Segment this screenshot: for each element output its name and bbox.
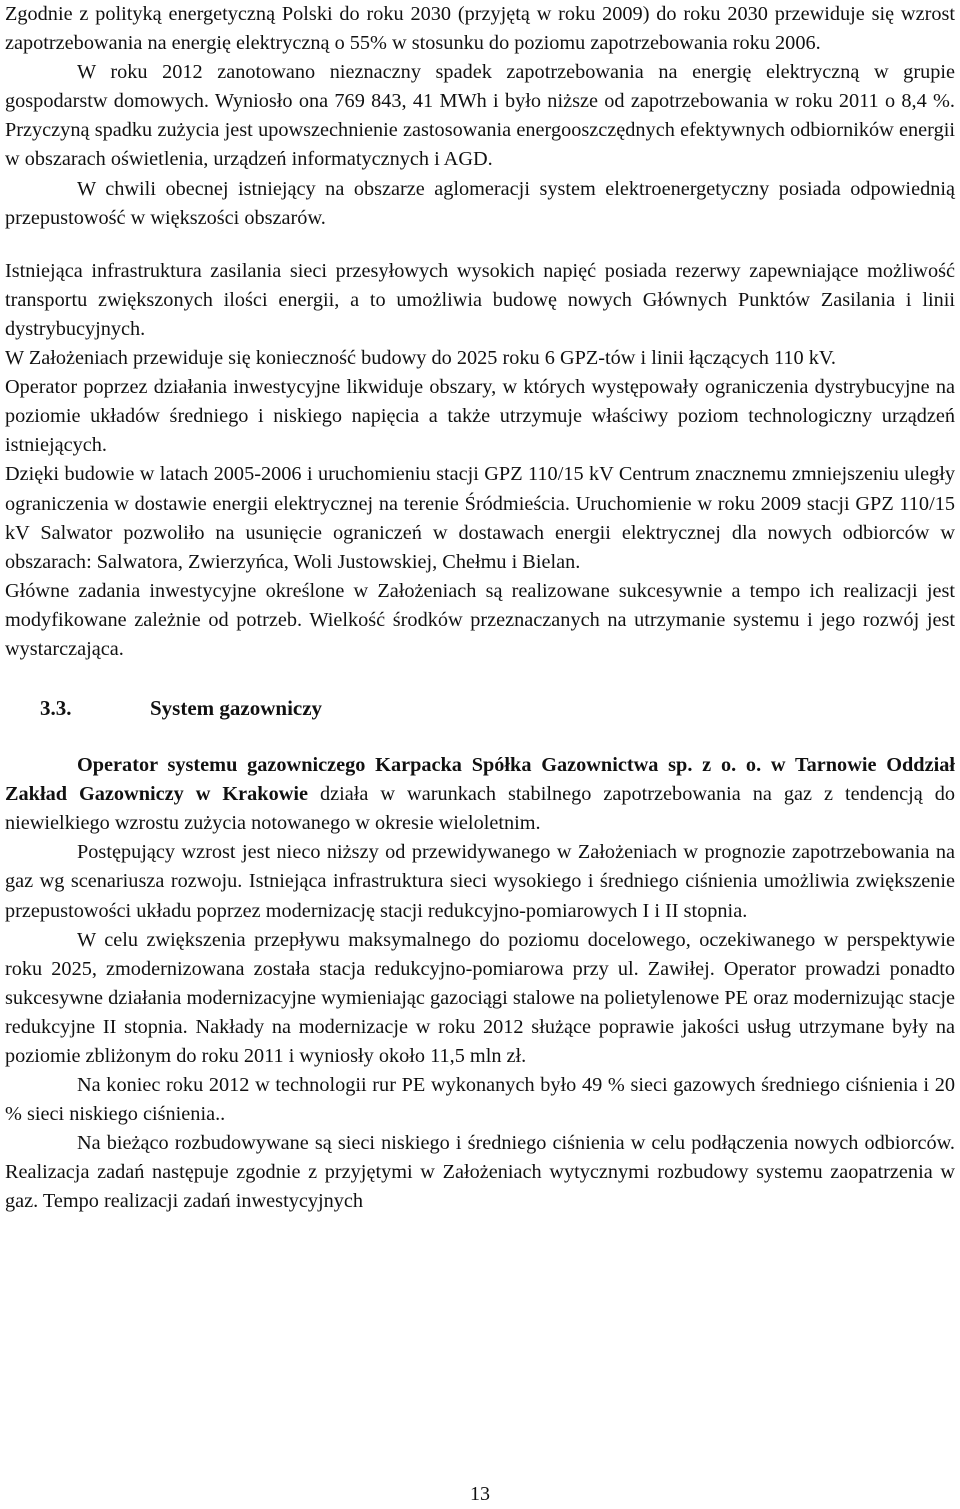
- paragraph-gas-operator: [5, 751, 955, 838]
- paragraph-operator-investments: Operator poprzez działania inwestycyjne likwiduje obszary, w których występowały ograniczenia dystrybucyjne na poziomie układów średniego i niskiego napięcia a także utrzymuje właściwy poziom technologiczny urządzeń istniejących.: [5, 376, 955, 457]
- page-number: 13: [470, 1483, 490, 1505]
- paragraph-demand-growth: Postępujący wzrost jest nieco niższy od przewidywanego w Założeniach w prognozie zapotrzebowania na gaz wg scenariusza rozwoju. Istniejąca infrastruktura sieci wysokiego i średniego ciśnienia umożliwia zwiększenie przepustowości układu poprzez modernizację stacji redukcyjno-pomiarowych I i II stopnia.: [5, 841, 955, 922]
- paragraph-gpz-plan: W Założeniach przewiduje się konieczność budowy do 2025 roku 6 GPZ-tów i linii łączących 110 kV.: [5, 347, 836, 370]
- paragraph-pe-pipes: Na koniec roku 2012 w technologii rur PE wykonanych było 49 % sieci gazowych średniego ciśnienia i 20 % sieci niskiego ciśnienia..: [5, 1074, 955, 1126]
- gas-operator-name: Operator systemu gazowniczego Karpacka Spółka Gazownictwa sp. z o. o. w Tarnowie Oddział Zakład Gazowniczy w Krakowie: [5, 754, 955, 806]
- paragraph-gpz-stations: Dzięki budowie w latach 2005-2006 i uruchomieniu stacji GPZ 110/15 kV Centrum znacznemu zmniejszeniu uległy ograniczenia w dostawie energii elektrycznej na terenie Śródmieścia. Uruchomienie w roku 2009 stacji GPZ 110/15 kV Salwator pozwoliło na usunięcie ograniczeń w dostawach energii elektrycznej dla nowych odbiorców w obszarach: Salwatora, Zwierzyńca, Woli Justowskiej, Chełmu i Bielan.: [5, 463, 955, 573]
- section-title: System gazowniczy: [150, 696, 323, 721]
- paragraph-modernization: W celu zwiększenia przepływu maksymalnego do poziomu docelowego, oczekiwanego w perspektywie roku 2025, zmodernizowana została stacja redukcyjno-pomiarowa przy ul. Zawiłej. Operator prowadzi ponadto sukcesywne działania modernizacyjne wymieniając gazociągi stalowe na polietylenowe PE oraz modernizując stacje redukcyjne II stopnia. Nakłady na modernizacje w roku 2012 służące poprawie jakości usług utrzymane były na poziomie zbliżonym do roku 2011 i wyniosły około 11,5 mln zł.: [5, 928, 955, 1067]
- paragraph-investment-tasks: Główne zadania inwestycyjne określone w Założeniach są realizowane sukcesywnie a tempo ich realizacji jest modyfikowane zależnie od potrzeb. Wielkość środków przeznaczanych na utrzymanie systemu i jego rozwój jest wystarczająca.: [5, 579, 955, 660]
- paragraph-system-capacity: W chwili obecnej istniejący na obszarze aglomeracji system elektroenergetyczny posiada odpowiednią przepustowość w większości obszarów.: [5, 177, 955, 229]
- section-heading: [5, 694, 955, 723]
- paragraph-network-expansion: Na bieżąco rozbudowywane są sieci niskiego i średniego ciśnienia w celu podłączenia nowych odbiorców. Realizacja zadań następuje zgodnie z przyjętymi w Założeniach wytycznymi rozbudowy systemu zaopatrzenia w gaz. Tempo realizacji zadań inwestycyjnych: [5, 1132, 955, 1213]
- paragraph-infrastructure-reserves: Istniejąca infrastruktura zasilania sieci przesyłowych wysokich napięć posiada rezerwy zapewniające możliwość transportu zwiększonych ilości energii, a to umożliwia budowę nowych Głównych Punktów Zasilania i linii dystrybucyjnych.: [5, 259, 955, 340]
- document-page: [5, 0, 955, 1217]
- paragraph-energy-policy: Zgodnie z polityką energetyczną Polski do roku 2030 (przyjętą w roku 2009) do roku 2030 przewiduje się wzrost zapotrzebowania na energię elektryczną o 55% w stosunku do poziomu zapotrzebowania roku 2006.: [5, 3, 955, 55]
- paragraph-household-demand: W roku 2012 zanotowano nieznaczny spadek zapotrzebowania na energię elektryczną w grupie gospodarstw domowych. Wyniosło ona 769 843, 41 MWh i było niższe od zapotrzebowania w roku 2011 o 8,4 %. Przyczyną spadku zużycia jest upowszechnienie zastosowania energooszczędnych efektywnych odbiorników energii w obszarach oświetlenia, urządzeń informatycznych i AGD.: [5, 61, 955, 171]
- gas-operator-description: działa w warunkach stabilnego zapotrzebowania na gaz z tendencją do niewielkiego wzrostu zużycia notowanego w okresie wieloletnim.: [5, 783, 955, 835]
- section-number: 3.3.: [40, 696, 72, 721]
